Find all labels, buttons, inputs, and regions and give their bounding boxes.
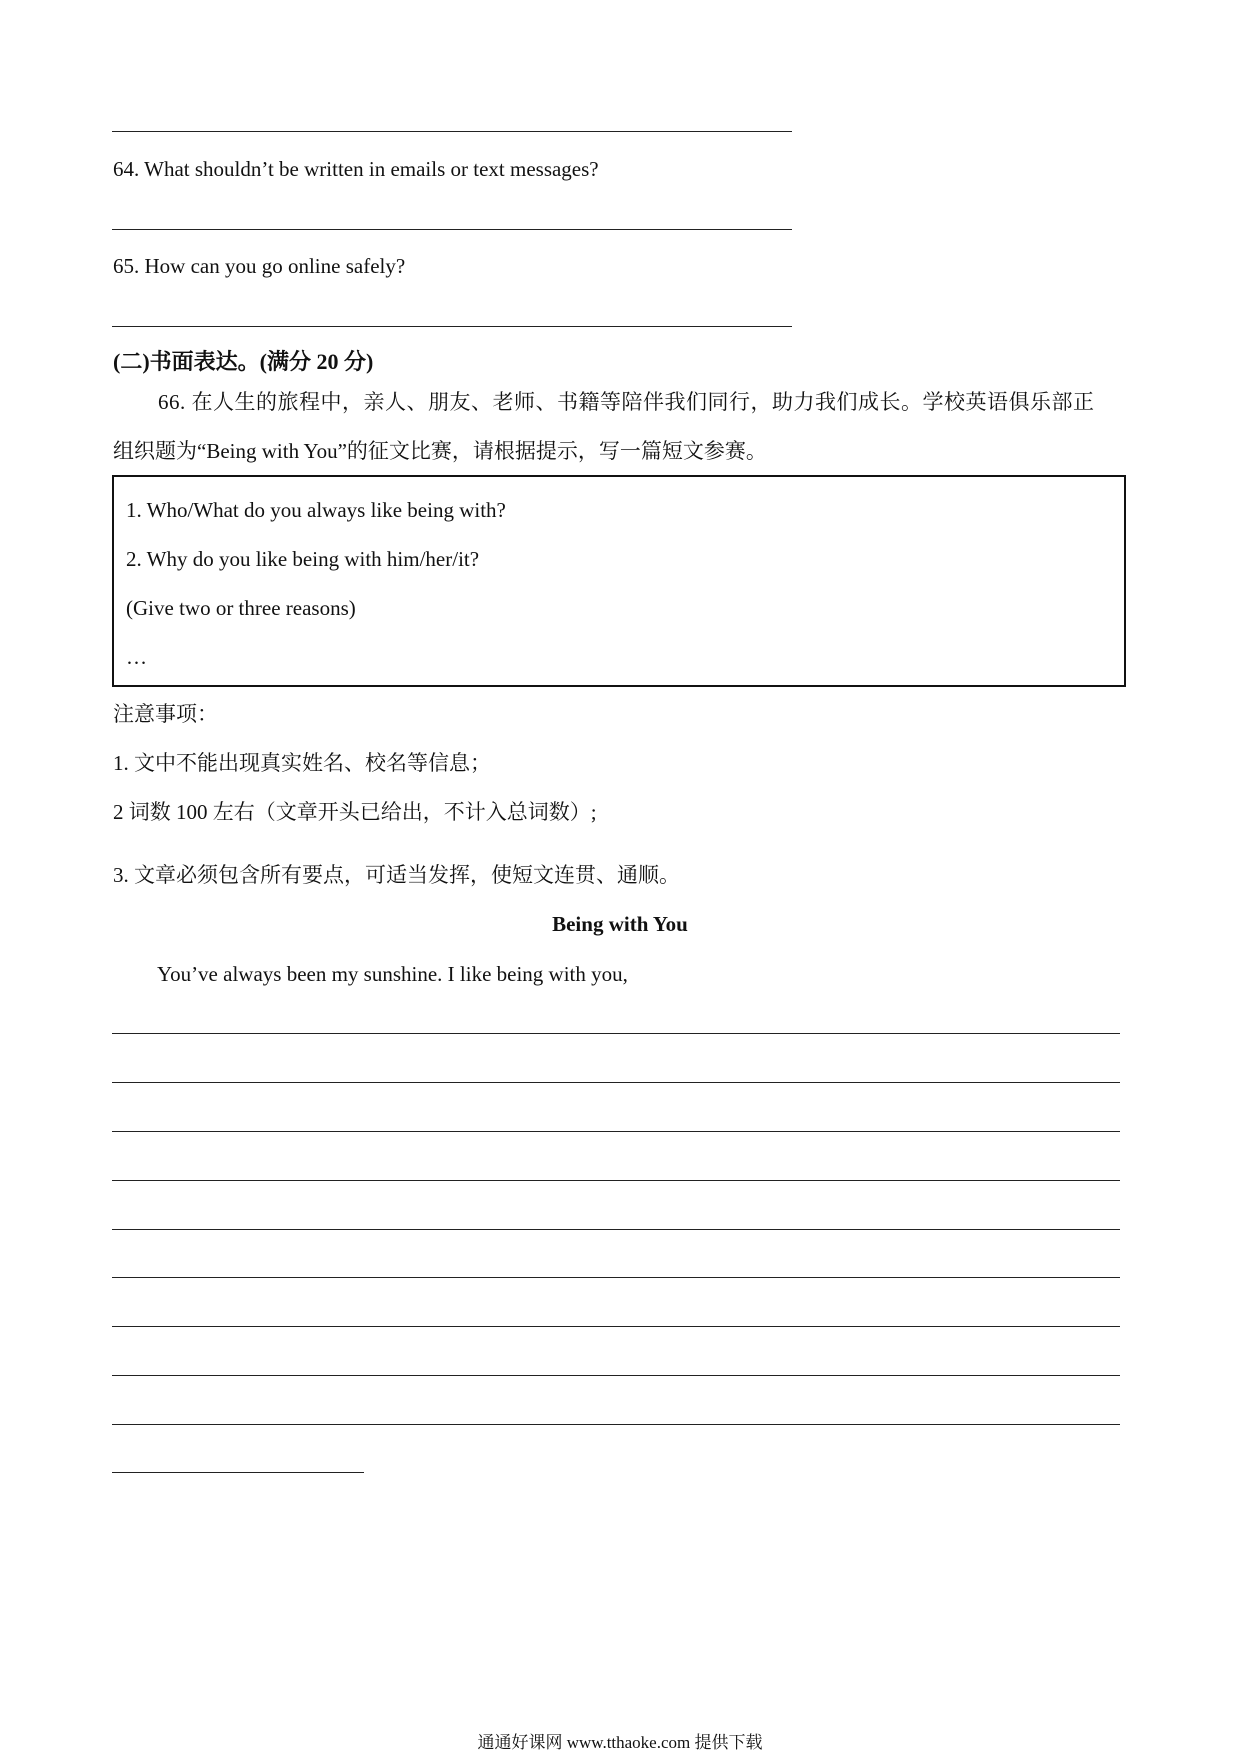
notes-heading: 注意事项：	[113, 702, 218, 726]
page-footer: 通通好课网 www.tthaoke.com 提供下载	[477, 1733, 763, 1752]
section-title: (二)书面表达。(满分 20 分)	[113, 349, 374, 374]
writing-line[interactable]	[112, 1180, 1120, 1181]
writing-line[interactable]	[112, 1375, 1120, 1376]
writing-line[interactable]	[112, 1326, 1120, 1327]
essay-title: Being with You	[552, 912, 688, 936]
question-65: 65. How can you go online safely?	[113, 254, 406, 278]
answer-line-65[interactable]	[112, 326, 792, 327]
writing-line-short[interactable]	[112, 1472, 364, 1473]
question-64: 64. What shouldn’t be written in emails or text messages?	[113, 157, 599, 181]
writing-line[interactable]	[112, 1033, 1120, 1034]
section-intro-line-1: 66. 在人生的旅程中，亲人、朋友、老师、书籍等陪伴我们同行，助力我们成长。学校英语俱乐部正	[158, 390, 1095, 414]
prompt-item: 2. Why do you like being with him/her/it?	[126, 547, 480, 571]
prompt-box	[112, 475, 1126, 687]
answer-line-63[interactable]	[112, 131, 792, 132]
writing-line[interactable]	[112, 1424, 1120, 1425]
writing-line[interactable]	[112, 1229, 1120, 1230]
note-item: 2 词数 100 左右（文章开头已给出，不计入总词数）;	[113, 800, 597, 824]
note-item: 1. 文中不能出现真实姓名、校名等信息；	[113, 751, 491, 775]
essay-opening: You’ve always been my sunshine. I like being with you,	[157, 962, 628, 986]
prompt-item: (Give two or three reasons)	[126, 596, 356, 620]
writing-line[interactable]	[112, 1082, 1120, 1083]
section-intro-line-2: 组织题为“Being with You”的征文比赛，请根据提示，写一篇短文参赛。	[113, 439, 767, 463]
writing-line[interactable]	[112, 1277, 1120, 1278]
prompt-item: 1. Who/What do you always like being with?	[126, 498, 506, 522]
answer-line-64[interactable]	[112, 229, 792, 230]
note-item: 3. 文章必须包含所有要点，可适当发挥，使短文连贯、通顺。	[113, 863, 680, 887]
prompt-item: …	[126, 645, 147, 669]
writing-line[interactable]	[112, 1131, 1120, 1132]
